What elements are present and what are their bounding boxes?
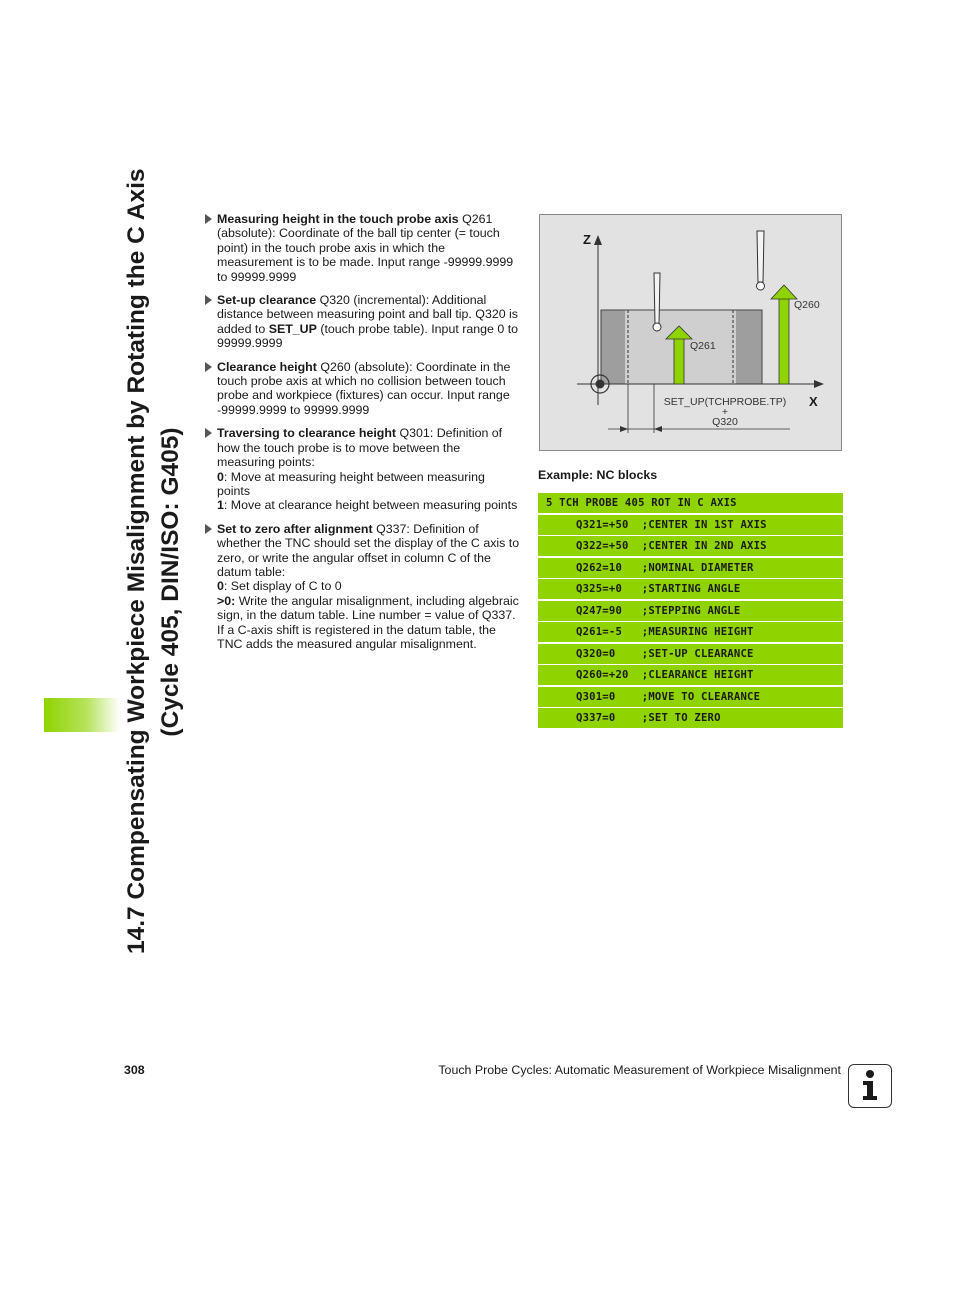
- nc-block-row: Q325=+0 ;STARTING ANGLE: [538, 579, 843, 599]
- info-icon: [848, 1064, 892, 1108]
- setup-label: SET_UP(TCHPROBE.TP): [663, 396, 787, 408]
- probe-stylus-left: [654, 273, 660, 324]
- probe-diagram: [539, 214, 842, 451]
- info-glyph: [849, 1065, 890, 1106]
- param-description: : Definition of whether the TNC should set the display of the C axis to zero, or write the angular offset in column C of the datum table:: [217, 521, 520, 579]
- q260-arrow-shaft: [779, 298, 789, 384]
- param-description: (incremental): Additional distance between measuring point and ball tip. Q320 is added to: [217, 293, 519, 336]
- param-label: Set to zero after alignment: [217, 521, 373, 536]
- parameter-list: [204, 212, 520, 660]
- nc-block-row: Q301=0 ;MOVE TO CLEARANCE: [538, 687, 843, 707]
- example-title: Example: NC blocks: [538, 468, 658, 482]
- option-text: Write the angular misalignment, including algebraic sign, in the datum table. Line number = value of Q337. If a C-axis shift is registered in the datum table, the TNC adds the measured angular misalignment.: [217, 593, 519, 651]
- option-text: : Move at clearance height between measuring points: [223, 498, 518, 513]
- q261-label: Q261: [690, 340, 716, 352]
- nc-block-row: Q320=0 ;SET-UP CLEARANCE: [538, 644, 843, 664]
- bullet-triangle-icon: [205, 362, 212, 372]
- nc-block-row: Q260=+20 ;CLEARANCE HEIGHT: [538, 665, 843, 685]
- dim-arrow-right-icon: [654, 426, 662, 432]
- option-text: : Set display of C to 0: [223, 579, 342, 594]
- chapter-title-line2: (Cycle 405, DIN/ISO: G405): [157, 427, 184, 737]
- nc-block-row: Q321=+50 ;CENTER IN 1ST AXIS: [538, 515, 843, 535]
- z-axis-arrow-icon: [594, 235, 602, 245]
- param-code: Q301: [399, 426, 430, 441]
- param-q337: [204, 522, 520, 652]
- q260-label: Q260: [794, 299, 820, 311]
- nc-block-row: Q322=+50 ;CENTER IN 2ND AXIS: [538, 536, 843, 556]
- param-q260: [204, 360, 520, 418]
- option-key: 0: [217, 469, 224, 484]
- param-label: Set-up clearance: [217, 293, 317, 308]
- nc-block-row: Q247=90 ;STEPPING ANGLE: [538, 601, 843, 621]
- chapter-title-line1: 14.7 Compensating Workpiece Misalignment by Rotating the C Axis: [123, 168, 150, 954]
- bullet-triangle-icon: [205, 428, 212, 438]
- nc-block-row: Q262=10 ;NOMINAL DIAMETER: [538, 558, 843, 578]
- param-description: (absolute): Coordinate in the touch probe axis at which no collision between touch probe and workpiece (fixtures) can occur. Input range -99999.9999 to 99999.9999: [217, 359, 511, 417]
- param-description: : Definition of how the touch probe is to move between the measuring points:: [217, 426, 503, 470]
- nc-block-list: [538, 493, 843, 730]
- footer-title: Touch Probe Cycles: Automatic Measurement of Workpiece Misalignment: [438, 1063, 841, 1077]
- bullet-triangle-icon: [205, 214, 212, 224]
- probe-diagram-svg: [540, 215, 843, 452]
- nc-block-row: Q337=0 ;SET TO ZERO: [538, 708, 843, 728]
- probe-ball-left: [653, 323, 661, 331]
- param-q301: [204, 426, 520, 512]
- param-label: Measuring height in the touch probe axis: [217, 212, 459, 226]
- page-number: 308: [124, 1063, 145, 1077]
- dim-arrow-left-icon: [620, 426, 628, 432]
- nc-block-row: Q261=-5 ;MEASURING HEIGHT: [538, 622, 843, 642]
- bullet-triangle-icon: [205, 295, 212, 305]
- probe-stylus-right: [757, 231, 764, 282]
- option-text: : Move at measuring height between measuring points: [217, 469, 485, 498]
- chapter-title: [120, 168, 196, 954]
- param-keyword: SET_UP: [268, 321, 317, 336]
- workpiece-edge-right: [736, 310, 762, 384]
- q320-label: Q320: [712, 416, 738, 428]
- param-code: Q320: [319, 293, 350, 308]
- x-axis-arrow-icon: [814, 380, 824, 388]
- param-code: Q260: [320, 359, 351, 374]
- workpiece-edge-left: [601, 310, 625, 384]
- param-code: Q261: [462, 212, 493, 226]
- q261-arrow-shaft: [674, 338, 684, 384]
- param-label: Traversing to clearance height: [217, 426, 397, 441]
- chapter-tab-marker: [44, 698, 120, 732]
- q260-arrow-head-icon: [771, 285, 797, 299]
- bullet-triangle-icon: [205, 524, 212, 534]
- param-label: Clearance height: [217, 359, 317, 374]
- param-code: Q337: [376, 521, 407, 536]
- option-key: >0:: [217, 593, 236, 608]
- param-q261: [204, 212, 520, 284]
- axis-x-label: X: [809, 394, 818, 409]
- option-key: 1: [217, 498, 224, 513]
- axis-z-label: Z: [583, 232, 591, 247]
- param-q320: [204, 293, 520, 351]
- nc-block-row: 5 TCH PROBE 405 ROT IN C AXIS: [538, 493, 843, 513]
- datum-dot-icon: [596, 380, 605, 389]
- param-description-cont: (touch probe table). Input range 0 to 99999.9999: [217, 321, 519, 351]
- param-description: (absolute): Coordinate of the ball tip center (= touch point) in the touch probe axis in which the measurement is to be made. Input range -99999.9999 to 99999.9999: [217, 226, 514, 284]
- option-key: 0: [217, 579, 224, 594]
- probe-ball-right: [757, 282, 765, 290]
- plus-label: +: [721, 406, 729, 418]
